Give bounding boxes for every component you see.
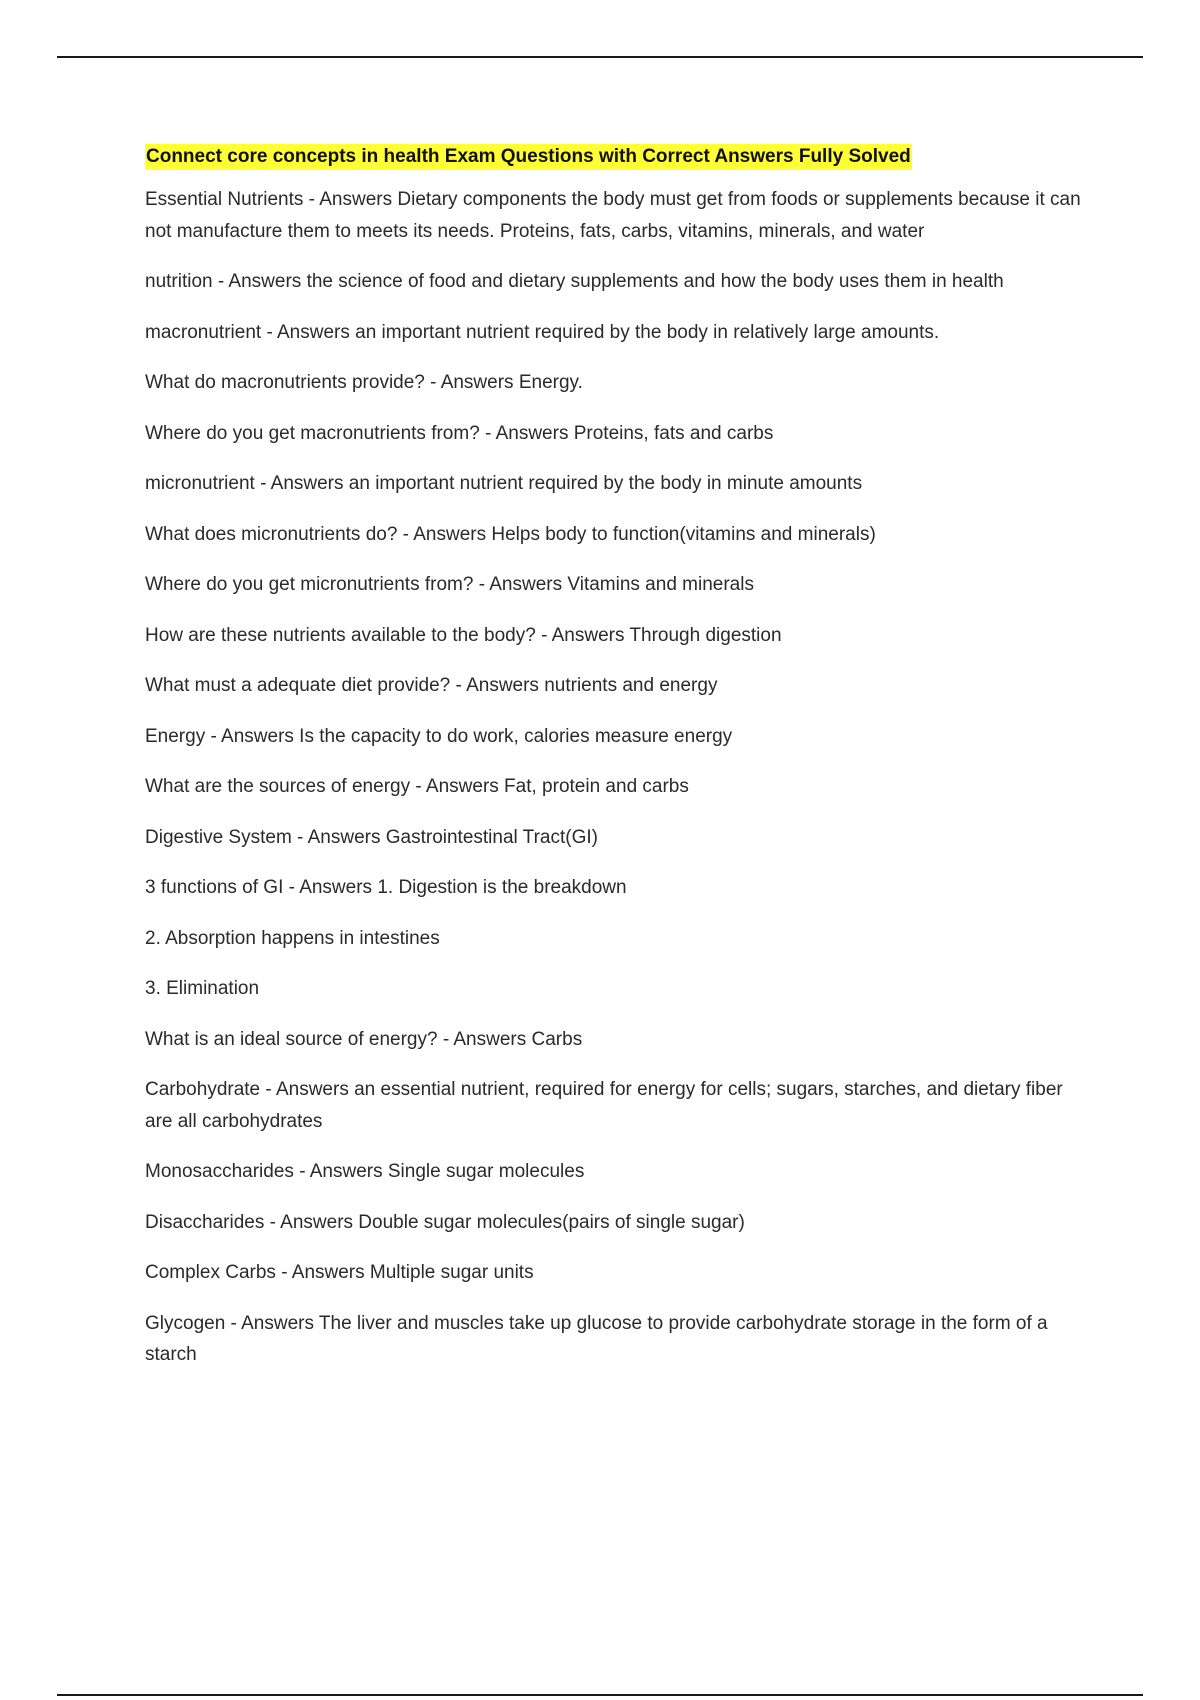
document-body (145, 144, 1090, 1390)
qa-entry: Carbohydrate - Answers an essential nutrient, required for energy for cells; sugars, starches, and dietary fiber are all carbohydrates (145, 1079, 1063, 1132)
qa-entry: What does micronutrients do? - Answers Helps body to function(vitamins and minerals) (145, 523, 876, 545)
qa-entry: Digestive System - Answers Gastrointestinal Tract(GI) (145, 826, 598, 848)
qa-entry: micronutrient - Answers an important nutrient required by the body in minute amounts (145, 473, 863, 494)
qa-entry: Where do you get macronutrients from? - Answers Proteins, fats and carbs (145, 422, 774, 444)
qa-entry: What do macronutrients provide? - Answers Energy. (145, 372, 583, 393)
qa-entry: What are the sources of energy - Answers Fat, protein and carbs (145, 776, 689, 797)
header-rule (57, 56, 1143, 58)
qa-list (145, 184, 1090, 1371)
qa-entry: 3 functions of GI - Answers 1. Digestion is the breakdown (145, 877, 627, 898)
qa-entry: 3. Elimination (145, 978, 260, 999)
qa-entry: Monosaccharides - Answers Single sugar molecules (145, 1161, 585, 1182)
qa-entry: What is an ideal source of energy? - Answers Carbs (145, 1028, 583, 1050)
document-title: Connect core concepts in health Exam Questions with Correct Answers Fully Solved (145, 144, 912, 170)
qa-entry: Where do you get micronutrients from? - Answers Vitamins and minerals (145, 574, 754, 595)
qa-entry: How are these nutrients available to the body? - Answers Through digestion (145, 624, 782, 646)
qa-entry: macronutrient - Answers an important nutrient required by the body in relatively large amounts. (145, 321, 940, 343)
qa-entry: nutrition - Answers the science of food and dietary supplements and how the body uses them in health (145, 271, 1004, 292)
qa-entry: Energy - Answers Is the capacity to do work, calories measure energy (145, 725, 733, 747)
qa-entry: Complex Carbs - Answers Multiple sugar units (145, 1262, 534, 1283)
qa-entry: 2. Absorption happens in intestines (145, 927, 440, 949)
footer-rule (57, 1694, 1143, 1696)
qa-entry: Essential Nutrients - Answers Dietary components the body must get from foods or supplements because it can not manufacture them to meets its needs. Proteins, fats, carbs, vitamins, minerals, and water (145, 189, 1081, 242)
qa-entry: What must a adequate diet provide? - Answers nutrients and energy (145, 675, 718, 696)
qa-entry: Glycogen - Answers The liver and muscles take up glucose to provide carbohydrate storage in the form of a starch (145, 1312, 1048, 1365)
qa-entry: Disaccharides - Answers Double sugar molecules(pairs of single sugar) (145, 1211, 745, 1233)
